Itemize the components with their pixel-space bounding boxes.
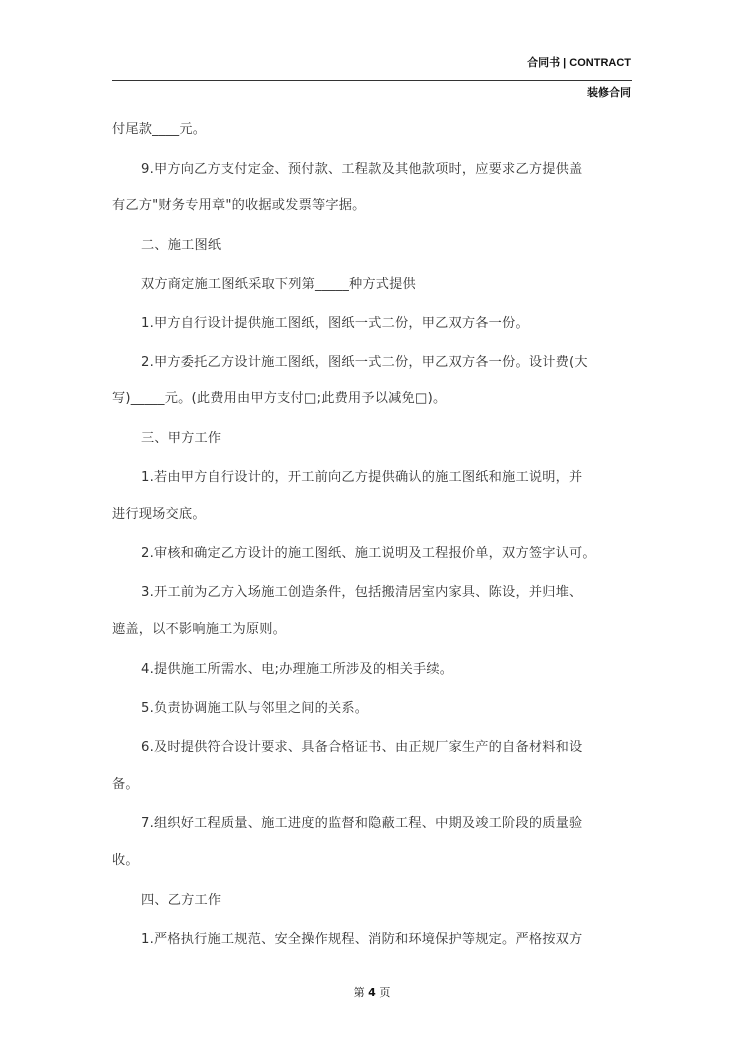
- body-line: 2.审核和确定乙方设计的施工图纸、施工说明及工程报价单，双方签字认可。: [141, 546, 596, 561]
- body-line: 遮盖，以不影响施工为原则。: [112, 622, 287, 637]
- body-line: 7.组织好工程质量、施工进度的监督和隐蔽工程、中期及竣工阶段的质量验: [141, 816, 583, 831]
- section-heading: 四、乙方工作: [141, 893, 222, 908]
- body-line: 付尾款____元。: [112, 122, 207, 137]
- body-line: 收。: [112, 853, 139, 868]
- body-line: 有乙方"财务专用章"的收据或发票等字据。: [112, 198, 366, 213]
- body-line: 9.甲方向乙方支付定金、预付款、工程款及其他款项时，应要求乙方提供盖: [141, 162, 583, 177]
- body-line: 1.若由甲方自行设计的，开工前向乙方提供确认的施工图纸和施工说明，并: [141, 470, 583, 485]
- body-line: 1.甲方自行设计提供施工图纸，图纸一式二份，甲乙双方各一份。: [141, 316, 529, 331]
- body-line: 备。: [112, 777, 139, 792]
- page-number: 4: [368, 986, 376, 999]
- section-heading: 二、施工图纸: [141, 238, 222, 253]
- body-line: 5.负责协调施工队与邻里之间的关系。: [141, 701, 369, 716]
- body-line: 6.及时提供符合设计要求、具备合格证书、由正规厂家生产的自备材料和设: [141, 740, 583, 755]
- section-heading: 三、甲方工作: [141, 431, 222, 446]
- body-line: 4.提供施工所需水、电;办理施工所涉及的相关手续。: [141, 662, 454, 677]
- page-number-prefix: 第: [353, 986, 365, 999]
- document-header-subtitle: 装修合同: [587, 86, 631, 99]
- page-footer: [0, 984, 744, 1000]
- document-header-title: 合同书 | CONTRACT: [527, 57, 631, 69]
- body-line: 1.严格执行施工规范、安全操作规程、消防和环境保护等规定。严格按双方: [141, 932, 583, 947]
- header-divider: [112, 80, 632, 81]
- body-line: 双方商定施工图纸采取下列第_____种方式提供: [141, 277, 416, 292]
- page-number-suffix: 页: [379, 986, 391, 999]
- body-line: 2.甲方委托乙方设计施工图纸，图纸一式二份，甲乙双方各一份。设计费(大: [141, 355, 588, 370]
- body-line: 写)_____元。(此费用由甲方支付□;此费用予以减免□)。: [112, 391, 447, 406]
- body-line: 3.开工前为乙方入场施工创造条件，包括搬清居室内家具、陈设，并归堆、: [141, 585, 583, 600]
- body-line: 进行现场交底。: [112, 507, 206, 522]
